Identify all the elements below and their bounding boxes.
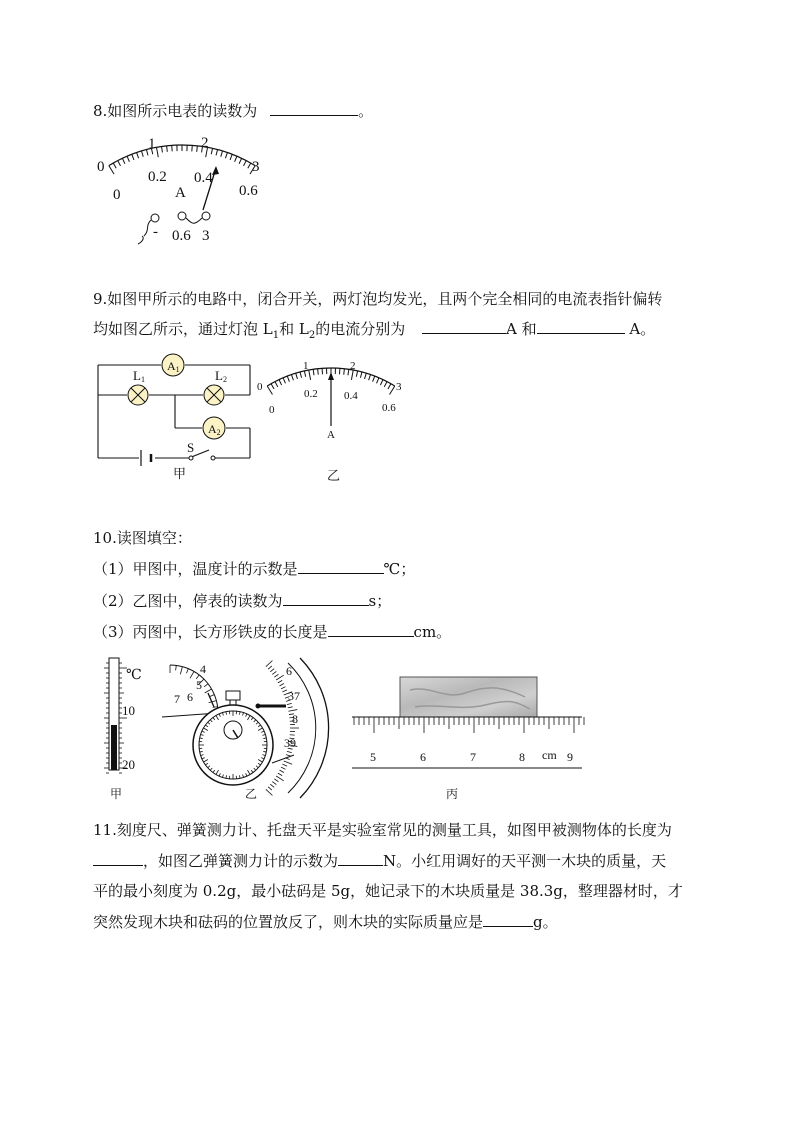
q10-ruler-label-6: 6 — [420, 750, 426, 764]
q10-second-tick — [282, 764, 287, 766]
q10-second-tick — [288, 710, 297, 712]
q8-outer-tick-0: 0 — [97, 159, 105, 175]
q10-item3-prefix: （3）丙图中，长方形铁皮的长度是 — [93, 623, 328, 641]
q8-dial-tick — [109, 166, 114, 175]
q10-second-label-39: 39 — [284, 736, 296, 750]
q10-thermometer-label-20: 20 — [122, 757, 135, 772]
q10-minute-tick — [204, 684, 208, 687]
q10-item2-suffix: s； — [368, 592, 392, 610]
q8-dial-tick — [118, 161, 121, 166]
q10-second-tick — [272, 671, 276, 674]
q8-wire-left — [138, 220, 151, 244]
q9-a2-label: A2 — [208, 422, 221, 437]
q10-second-tick — [286, 755, 291, 756]
q11-text-4b: g。 — [533, 913, 558, 931]
q8-dial-tick — [235, 156, 237, 162]
q10-thermometer-caption: 甲 — [110, 787, 123, 801]
q9-line1: 9.如图甲所示的电路中，闭合开关，两灯泡均发光，且两个完全相同的电流表指针偏转 — [93, 290, 663, 308]
q8-terminal-label-3: 3 — [202, 228, 210, 244]
q10-second-tick — [276, 675, 284, 680]
q10-item-2 — [93, 591, 391, 611]
q10-item3-suffix: cm。 — [413, 623, 452, 641]
q9-sub2: 2 — [308, 330, 316, 341]
q8-outer-tick-3: 3 — [252, 159, 260, 175]
q10-thermometer-figure — [100, 655, 160, 805]
q10-minute-tick — [180, 667, 182, 675]
q11-text-2b: N。小红用调好的天平测一木块的质量，天 — [383, 852, 667, 870]
q11-line1: 11.刻度尺、弹簧测力计、托盘天平是实验室常见的测量工具，如图甲被测物体的长度为 — [93, 821, 672, 839]
q10-minute-tick — [176, 665, 177, 670]
q10-second-tick — [274, 674, 278, 677]
q9-ammeter-figure — [255, 350, 415, 490]
q9-dial-tick — [279, 380, 282, 385]
q8-inner-tick-1: 0.2 — [148, 169, 167, 185]
q9-dial-tick — [384, 382, 387, 387]
q9-dial-tick — [369, 375, 371, 381]
q8-dial-tick — [197, 146, 198, 152]
q11-answer-blank-2[interactable] — [338, 851, 383, 866]
q11-text-4a: 突然发现木块和砝码的位置放反了，则木块的实际质量应是 — [93, 913, 484, 931]
q10-second-tick — [268, 787, 272, 790]
q10-second-dial-arc-outer — [300, 658, 329, 798]
q10-second-tick — [272, 782, 276, 785]
q10-second-tick — [278, 680, 282, 683]
q10-item1-prefix: （1）甲图中，温度计的示数是 — [93, 560, 298, 578]
q10-thermometer-unit: ℃ — [126, 668, 142, 683]
q8-prompt: 8.如图所示电表的读数为 — [93, 102, 258, 120]
q10-item-1 — [93, 559, 415, 579]
q9-sub1: 1 — [272, 330, 280, 341]
q9-inner-tick-0: 0 — [269, 404, 275, 416]
q9-outer-tick-3: 3 — [396, 381, 402, 393]
q9-dial-tick — [377, 378, 379, 384]
q8-dial-tick — [122, 158, 125, 163]
q9-outer-tick-2: 2 — [350, 360, 356, 372]
q10-second-tick — [284, 761, 292, 764]
q8-dial-tick — [113, 163, 116, 168]
q8-dial-tick — [225, 153, 227, 159]
q9-dial-tick — [275, 382, 278, 387]
q8-inner-tick-2: 0.4 — [194, 170, 213, 186]
q10-second-tick — [278, 773, 282, 776]
q8-terminal-minus — [151, 214, 159, 222]
q10-answer-blank-1[interactable] — [298, 559, 384, 574]
q10-title: 10.读图填空： — [93, 529, 192, 547]
q10-ruler-figure — [350, 655, 590, 805]
q9-switch-pivot — [189, 456, 193, 460]
q9-meter-caption: 乙 — [327, 468, 341, 483]
q9-ammeter-a1 — [162, 354, 184, 376]
q10-iron-sheet — [400, 677, 537, 717]
q10-item2-prefix: （2）乙图中，停表的读数为 — [93, 592, 283, 610]
q8-dial-tick — [142, 151, 144, 157]
q9-line2 — [93, 319, 655, 346]
q10-ruler-label-5: 5 — [370, 750, 376, 764]
q9-dial-tick — [356, 371, 357, 377]
q8-terminal-3 — [202, 212, 210, 220]
q8-needle-tip — [212, 166, 219, 175]
q8-unit: A — [175, 185, 186, 201]
q10-stopwatch-caption: 乙 — [245, 787, 258, 801]
q9-unit: A — [327, 429, 335, 441]
q8-dial-tick — [221, 151, 223, 157]
q10-minute-label-6: 6 — [187, 690, 193, 704]
q9-ammeter-a2 — [203, 417, 225, 439]
q10-second-tick — [288, 707, 293, 708]
q9-lamp2-label: L2 — [215, 368, 227, 384]
q10-minute-tick — [186, 669, 188, 674]
q9-inner-tick-3: 0.6 — [382, 402, 396, 414]
q8-wire-right — [186, 218, 202, 223]
q11-line4 — [93, 912, 558, 932]
q10-minute-label-5: 5 — [196, 678, 202, 692]
q9-dial-tick — [344, 369, 345, 375]
q10-second-tick — [274, 779, 278, 782]
q10-ruler-unit: cm — [542, 748, 557, 762]
q8-dial-tick — [156, 147, 158, 157]
q11-answer-blank-3[interactable] — [483, 912, 533, 927]
q10-second-tick — [270, 669, 274, 672]
q10-thermometer-liquid — [111, 725, 117, 770]
q9-dial-tick — [360, 372, 362, 378]
q10-minute-tick — [205, 689, 212, 693]
q10-ruler-label-9: 9 — [567, 750, 573, 764]
q10-minute-tick — [210, 695, 215, 697]
q8-answer-blank[interactable] — [270, 101, 358, 116]
q8-outer-tick-2: 2 — [201, 135, 209, 151]
q10-stopwatch-button — [226, 691, 240, 700]
q9-a1-label: A1 — [167, 359, 180, 374]
q11-line2 — [93, 851, 666, 871]
q10-second-label-37: 37 — [288, 689, 300, 703]
q10-answer-blank-2[interactable] — [283, 591, 369, 606]
q10-minute-label-4: 4 — [200, 662, 206, 676]
q9-dial-tick — [348, 369, 349, 375]
q9-dial-tick — [300, 372, 302, 378]
q10-second-tick — [280, 684, 284, 686]
q9-dial-tick — [309, 370, 311, 380]
q9-lamp-l2-icon — [204, 385, 224, 405]
q9-dial-tick — [283, 378, 285, 384]
q9-dial-tick — [390, 386, 395, 395]
q9-circuit-caption: 甲 — [173, 466, 187, 481]
q8-dial-tick — [132, 154, 134, 160]
q10-second-tick — [270, 784, 274, 787]
q8-terminal-label-06: 0.6 — [172, 228, 191, 244]
q9-switch-label: S — [187, 440, 195, 455]
q10-stopwatch-figure — [160, 655, 340, 805]
q10-second-label-8: 8 — [292, 712, 298, 726]
q10-thermometer-label-10: 10 — [122, 703, 135, 718]
q9-dial-tick — [287, 376, 289, 382]
q9-needle-tip — [328, 372, 334, 380]
q9-outer-tick-0: 0 — [257, 381, 263, 393]
q10-ruler-label-8: 8 — [519, 750, 525, 764]
q10-second-tick — [266, 789, 273, 795]
q8-dial-tick — [239, 158, 242, 163]
q10-second-tick — [281, 687, 286, 689]
q10-second-tick — [285, 758, 290, 760]
q8-ammeter-figure — [90, 130, 290, 250]
q8-dial-tick — [248, 163, 251, 168]
q10-second-tick — [280, 770, 284, 772]
q10-ruler-ticks — [354, 717, 584, 733]
q9-answer-blank-2[interactable] — [537, 319, 625, 334]
q9-unit1: A 和 — [506, 320, 537, 338]
q9-dial-tick — [291, 375, 293, 381]
q10-second-tick — [287, 703, 292, 704]
q10-second-tick — [287, 751, 292, 752]
q10-item-3 — [93, 622, 451, 642]
q8-end: 。 — [358, 102, 374, 120]
q10-second-tick — [276, 776, 284, 781]
q9-inner-tick-2: 0.4 — [344, 390, 358, 402]
q9-dial-tick — [365, 373, 367, 379]
q10-ruler-label-7: 7 — [470, 750, 476, 764]
q10-second-tick — [268, 666, 272, 669]
q8-text — [93, 101, 373, 121]
q8-dial-tick — [211, 148, 212, 154]
q9-circuit-diagram — [95, 350, 265, 490]
q9-lamp-l1-icon — [128, 385, 148, 405]
q9-dial-tick — [318, 369, 319, 375]
q9-text-a: 均如图乙所示，通过灯泡 L — [93, 320, 273, 338]
q8-terminal-label-minus: - — [153, 224, 158, 240]
q9-dial-tick — [380, 380, 383, 385]
q9-dial-tick — [313, 369, 314, 375]
q8-dial-tick — [127, 156, 129, 162]
q10-item1-suffix: ℃； — [383, 560, 416, 578]
q9-dial-tick — [271, 384, 274, 389]
q9-dial-tick — [296, 373, 298, 379]
q10-second-tick — [281, 767, 286, 769]
q9-dial-tick — [388, 384, 391, 389]
q10-answer-blank-3[interactable] — [328, 622, 414, 637]
q8-inner-tick-0: 0 — [113, 187, 121, 203]
q8-dial-tick — [216, 150, 218, 156]
q8-terminal-06 — [178, 212, 186, 220]
q11-answer-blank-1[interactable] — [93, 851, 143, 866]
q9-dial-tick — [373, 376, 375, 382]
q9-dial-tick — [267, 386, 272, 395]
q10-second-ticks — [266, 661, 299, 796]
q8-dial-tick — [243, 161, 246, 166]
q8-dial-tick — [162, 147, 163, 153]
q10-minute-label-7: 7 — [174, 692, 180, 706]
q8-dial-tick — [167, 146, 168, 152]
q9-text-b: 和 L — [279, 320, 309, 338]
q8-outer-tick-1: 1 — [148, 136, 156, 152]
q9-outer-tick-1: 1 — [303, 360, 309, 372]
q10-second-tick — [282, 690, 287, 692]
q9-answer-blank-1[interactable] — [422, 319, 506, 334]
q9-lamp1-label: L1 — [133, 368, 145, 384]
q10-second-label-6: 6 — [286, 664, 292, 678]
q9-unit2: A。 — [629, 320, 656, 338]
q10-minute-tick — [190, 671, 194, 678]
q10-second-tick — [266, 661, 273, 667]
q9-inner-tick-1: 0.2 — [304, 388, 318, 400]
q11-line3: 平的最小刻度为 0.2g，最小砝码是 5g，她记录下的木块质量是 38.3g，整理器材时，才 — [93, 882, 683, 900]
q9-text-c: 的电流分别为 — [315, 320, 406, 338]
q11-text-2a: ，如图乙弹簧测力计的示数为 — [143, 852, 339, 870]
q8-meter-dial — [109, 145, 255, 174]
q8-dial-tick — [230, 154, 232, 160]
q8-dial-tick — [137, 153, 139, 159]
q10-second-pointer-hub — [256, 704, 261, 709]
q9-switch-contact — [211, 456, 215, 460]
q10-ruler-caption: 丙 — [446, 787, 459, 801]
q8-inner-tick-3: 0.6 — [239, 183, 258, 199]
